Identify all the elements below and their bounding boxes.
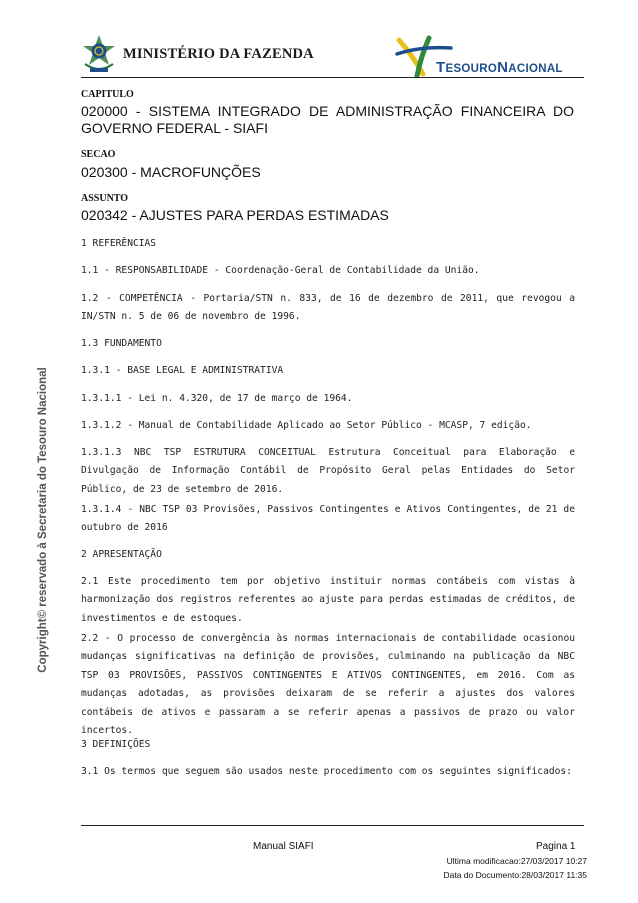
tesouro-nacional-wordmark [436,59,563,76]
capitulo-value-line1: 020000 - SISTEMA INTEGRADO DE ADMINISTRAÇÃO FINANCEIRA DO [81,103,574,119]
paragraph-1-3-1-3: 1.3.1.3 NBC TSP ESTRUTURA CONCEITUAL Estrutura Conceitual para Elaboração e Divulgação de Informação Contábil de Propósito Geral pelas Entidades do Setor Público, de 23 de setembro de 2016. [81,447,575,495]
paragraph-2: 2 APRESENTAÇÃO [81,549,162,560]
side-copyright [32,367,54,673]
footer-document-date: Data do Documento:28/03/2017 11:35 [443,870,587,880]
assunto-value: 020342 - AJUSTES PARA PERDAS ESTIMADAS [81,207,389,223]
assunto-label: ASSUNTO [81,193,129,204]
header-divider [81,77,584,78]
paragraph-1-3-1-4: 1.3.1.4 - NBC TSP 03 Provisões, Passivos Contingentes e Ativos Contingentes, de 21 de outubro de 2016 [81,504,575,534]
tesouro-word-acional: ACIONAL [508,63,563,75]
footer-last-modified: Ultima modificacao:27/03/2017 10:27 [446,856,587,866]
paragraph-2-1: 2.1 Este procedimento tem por objetivo instituir normas contábeis com vistas à harmonização dos registros referentes ao ajuste para perdas estimadas de créditos, de investimentos e de estoques. [81,576,575,624]
footer-divider [81,825,584,826]
paragraph-1-2: 1.2 - COMPETÊNCIA - Portaria/STN n. 833, de 16 de dezembro de 2011, que revogou a IN/STN n. 5 de 06 de novembro de 1996. [81,293,575,323]
secao-label: SECAO [81,149,116,160]
side-copyright-text: Copyright© reservado à Secretaria do Tesouro Nacional [37,367,49,673]
paragraph-1-3-1-1: 1.3.1.1 - Lei n. 4.320, de 17 de março de 1964. [81,393,353,404]
paragraph-3-1: 3.1 Os termos que seguem são usados neste procedimento com os seguintes significados: [81,766,572,777]
paragraph-3: 3 DEFINIÇÕES [81,739,151,750]
secao-value: 020300 - MACROFUNÇÕES [81,164,261,180]
coat-of-arms-icon [81,34,117,74]
footer-page-number: Pagina 1 [536,841,576,852]
paragraph-1: 1 REFERÊNCIAS [81,238,157,249]
paragraph-1-3-1: 1.3.1 - BASE LEGAL E ADMINISTRATIVA [81,365,284,376]
page-header [81,30,585,82]
paragraph-1-3-1-2: 1.3.1.2 - Manual de Contabilidade Aplicado ao Setor Público - MCASP, 7 edição. [81,420,532,431]
capitulo-value-line2: GOVERNO FEDERAL - SIAFI [81,120,268,136]
tesouro-initial-t: T [436,59,446,76]
paragraph-1-1: 1.1 - RESPONSABILIDADE - Coordenação-Geral de Contabilidade da União. [81,265,480,276]
paragraph-2-2: 2.2 - O processo de convergência às normas internacionais de contabilidade ocasionou mudanças significativas na definição de provisões, culminando na publicação da NBC TSP 03 PROVISÕES, PASSIVOS CONTINGENTES E ATIVOS CONTINGENTES, em 2016. Com as mudanças adotadas, as provisões deixaram de se referir a ajustes dos valores contábeis de ativos e passaram a se referir apenas a passivos de prazo ou valor incertos. [81,633,575,737]
paragraph-1-3: 1.3 FUNDAMENTO [81,338,162,349]
footer-manual: Manual SIAFI [253,841,314,852]
tesouro-word-esouro: ESOURO [445,63,498,75]
ministry-title: MINISTÉRIO DA FAZENDA [123,46,314,62]
tesouro-initial-n: N [497,59,509,76]
capitulo-label: CAPITULO [81,89,134,100]
